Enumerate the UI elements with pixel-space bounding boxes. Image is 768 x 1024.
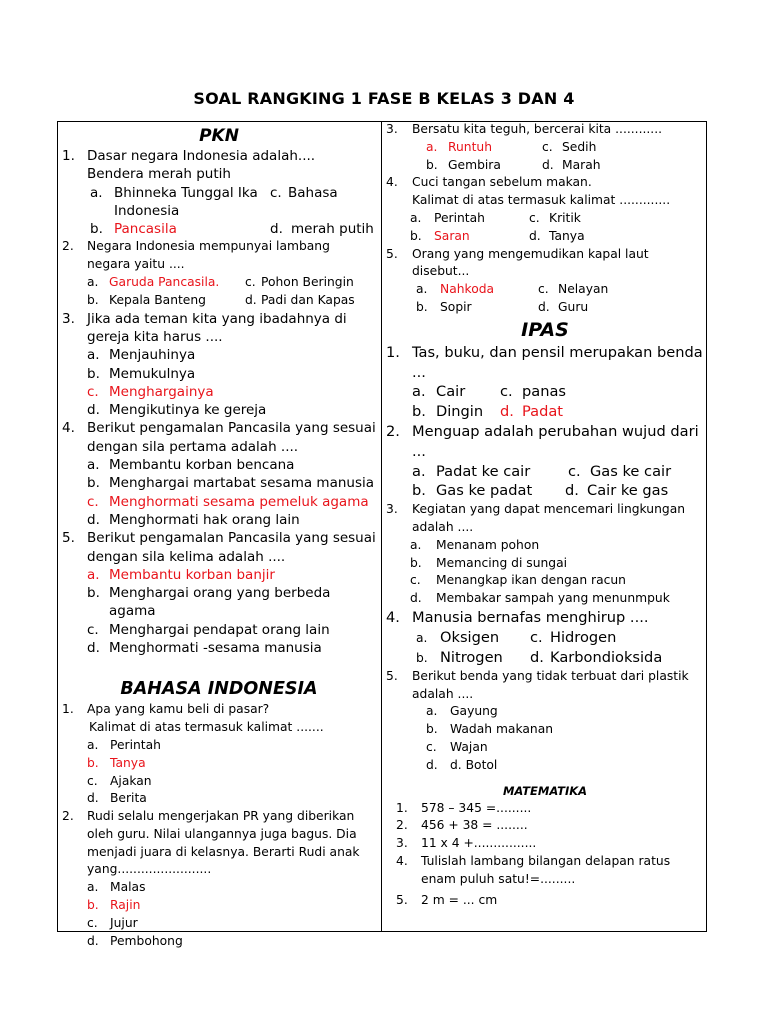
pkn-question-5 (62, 529, 376, 657)
option-letter: b. (87, 898, 99, 913)
math-question-5: 2 m = ... cm (421, 893, 498, 908)
option-d: Tanya (549, 228, 585, 243)
question-number: 4. (386, 175, 398, 190)
option-letter: a. (87, 457, 100, 474)
option-c-answer: Menghargainya (109, 383, 214, 400)
option-d: Pembohong (110, 933, 183, 948)
option-letter: d. (87, 402, 100, 419)
question-text: Berikut pengamalan Pancasila yang sesuai dengan sila pertama adalah .... (87, 420, 376, 455)
option-letter: b. (87, 585, 100, 602)
option-b: Gas ke padat (436, 482, 533, 500)
option-letter: a. (412, 462, 426, 480)
bahasa-question-5 (386, 246, 704, 317)
pkn-question-1 (62, 147, 376, 238)
option-b: Dingin (436, 403, 484, 421)
option-letter: c. (87, 383, 99, 400)
option-letter: a. (87, 566, 100, 583)
option-b-answer: Saran (434, 228, 470, 243)
option-letter: d. (87, 511, 100, 528)
option-d: Mengikutinya ke gereja (109, 402, 267, 419)
option-c-answer: Menghormati sesama pemeluk agama (109, 493, 369, 510)
option-c: Menghargai pendapat orang lain (109, 621, 330, 638)
question-number: 4. (396, 853, 408, 868)
option-c: Gas ke cair (590, 462, 672, 480)
option-a: Gayung (450, 704, 498, 719)
option-letter: b. (412, 403, 426, 421)
option-letter: b. (412, 482, 426, 500)
right-column (386, 121, 704, 910)
option-letter: c. (530, 628, 543, 646)
option-letter: a. (87, 275, 99, 290)
option-d-answer: Padat (522, 403, 564, 421)
option-a: Bhinneka Tunggal Ika (114, 184, 258, 201)
option-letter: b. (426, 722, 438, 737)
question-number: 4. (62, 420, 75, 437)
math-question-2: 456 + 38 = ........ (421, 818, 528, 833)
option-letter: b. (90, 221, 103, 238)
question-number: 1. (386, 343, 400, 361)
option-c: Pohon Beringin (261, 275, 354, 290)
question-text: Kegiatan yang dapat mencemari lingkungan adalah .... (412, 502, 686, 534)
option-c: panas (522, 383, 567, 401)
option-letter: d. (245, 292, 257, 307)
option-letter: d. (542, 157, 554, 172)
option-letter: c. (568, 462, 581, 480)
question-number: 3. (386, 502, 398, 517)
question-number: 2. (386, 422, 400, 440)
option-letter: a. (410, 537, 422, 552)
question-text-line2: Kalimat di atas termasuk kalimat ....... (89, 720, 324, 735)
option-b: Nitrogen (440, 648, 503, 666)
option-c: Menangkap ikan dengan racun (436, 573, 626, 588)
bahasa-indonesia-heading: BAHASA INDONESIA (120, 679, 318, 700)
math-question-1: 578 – 345 =......... (421, 800, 532, 815)
option-letter: b. (87, 365, 100, 382)
question-text: Negara Indonesia mempunyai lambang negara yaitu .... (87, 239, 330, 272)
option-b: Wadah makanan (450, 722, 554, 737)
option-b: Menghargai martabat sesama manusia (109, 475, 375, 492)
option-b: Gembira (448, 157, 501, 172)
question-text: Tas, buku, dan pensil merupakan benda ... (412, 343, 703, 381)
option-letter: d. (565, 482, 579, 500)
option-letter: a. (416, 282, 428, 297)
option-letter: c. (270, 184, 282, 201)
option-a: Malas (110, 880, 146, 895)
option-a: Oksigen (440, 628, 500, 646)
option-c: Nelayan (558, 282, 609, 297)
option-letter: d. (87, 640, 100, 657)
bahasa-question-2 (62, 808, 376, 950)
option-letter: a. (410, 210, 422, 225)
option-letter: a. (416, 630, 428, 645)
option-a-answer: Garuda Pancasila. (109, 275, 220, 290)
ipas-question-4 (386, 608, 704, 668)
option-c: Sedih (562, 139, 597, 154)
option-letter: c. (500, 383, 513, 401)
option-letter: d. (426, 757, 438, 772)
question-number: 5. (386, 246, 398, 261)
option-a: Cair (436, 383, 466, 401)
option-letter: c. (87, 493, 99, 510)
question-number: 1. (396, 800, 408, 815)
question-text: Cuci tangan sebelum makan. (412, 175, 592, 190)
option-letter: c. (410, 573, 421, 588)
option-b: Memukulnya (109, 365, 196, 382)
option-letter: a. (87, 347, 100, 364)
left-column (62, 121, 376, 950)
option-c: Hidrogen (550, 628, 617, 646)
option-b-answer: Rajin (110, 898, 141, 913)
option-letter: b. (87, 475, 100, 492)
question-number: 5. (396, 893, 408, 908)
option-d: Menghormati -sesama manusia (109, 640, 322, 657)
option-letter: b. (410, 555, 422, 570)
option-a: Perintah (110, 737, 161, 752)
option-letter: c. (245, 275, 256, 290)
question-number: 4. (386, 608, 400, 626)
question-number: 3. (62, 310, 75, 327)
option-letter: c. (87, 915, 98, 930)
ipas-heading: IPAS (521, 318, 569, 341)
option-letter: b. (426, 157, 438, 172)
option-letter: c. (87, 773, 98, 788)
option-letter: d. (530, 648, 544, 666)
bahasa-question-1 (62, 701, 376, 808)
option-letter: d. (270, 221, 283, 238)
option-letter: d. (87, 933, 99, 948)
option-letter: b. (416, 299, 428, 314)
question-number: 5. (386, 668, 398, 683)
ipas-question-3 (386, 501, 704, 608)
option-c: Wajan (450, 739, 488, 754)
option-c: Jujur (110, 915, 138, 930)
option-letter: c. (87, 621, 99, 638)
ipas-question-1 (386, 343, 704, 422)
question-number: 5. (62, 530, 75, 547)
option-letter: c. (538, 282, 549, 297)
option-letter: d. (410, 591, 422, 606)
question-text: Apa yang kamu beli di pasar? (87, 702, 270, 717)
bahasa-question-3 (386, 121, 704, 174)
question-number: 2. (62, 809, 74, 824)
bahasa-question-4 (386, 174, 704, 245)
pkn-question-4 (62, 419, 376, 529)
matematika-heading: MATEMATIKA (502, 783, 588, 798)
option-d: Guru (558, 299, 589, 314)
option-a: Menanam pohon (436, 537, 540, 552)
option-letter: b. (410, 228, 422, 243)
question-number: 1. (62, 148, 75, 164)
question-text: Jika ada teman kita yang ibadahnya di gereja kita harus .... (87, 310, 347, 345)
pkn-question-2 (62, 238, 376, 309)
option-letter: a. (426, 139, 438, 154)
option-letter: a. (412, 383, 426, 401)
option-c: Kritik (549, 210, 581, 225)
pkn-question-3 (62, 310, 376, 420)
option-d: Karbondioksida (550, 648, 663, 666)
option-letter: a. (426, 704, 438, 719)
option-d: Marah (562, 157, 601, 172)
option-letter: c. (529, 210, 540, 225)
option-b: Menghargai orang yang berbeda agama (109, 585, 331, 620)
option-letter: d. (500, 403, 514, 421)
option-c: Ajakan (110, 773, 152, 788)
option-d: Cair ke gas (587, 482, 669, 500)
option-a: Perintah (434, 210, 485, 225)
option-letter: a. (90, 184, 103, 201)
question-text-line2: Bendera merah putih (87, 166, 231, 183)
question-text: Menguap adalah perubahan wujud dari ... (412, 422, 699, 460)
option-a-answer: Membantu korban banjir (109, 566, 275, 583)
option-letter: a. (87, 880, 99, 895)
pkn-heading: PKN (199, 126, 239, 146)
option-a: Menjauhinya (109, 347, 196, 364)
column-divider (381, 121, 382, 932)
math-question-3: 11 x 4 +................ (421, 836, 537, 851)
ipas-question-5 (386, 668, 704, 775)
option-letter: c. (542, 139, 553, 154)
question-text: Orang yang mengemudikan kapal laut disebut... (412, 246, 649, 279)
math-question-4: Tulislah lambang bilangan delapan ratus enam puluh satu!=......... (421, 853, 671, 886)
option-a-answer: Nahkoda (440, 282, 495, 297)
question-text: Manusia bernafas menghirup .... (412, 608, 649, 626)
question-text: Berikut pengamalan Pancasila yang sesuai dengan sila kelima adalah .... (87, 530, 376, 565)
matematika-list (386, 800, 704, 911)
option-letter: b. (87, 292, 99, 307)
option-letter: d. (529, 228, 541, 243)
question-number: 1. (62, 702, 74, 717)
option-letter: c. (426, 739, 437, 754)
option-c-line2: Indonesia (114, 202, 180, 219)
option-letter: d. (87, 791, 99, 806)
question-text: Bersatu kita teguh, bercerai kita ............ (412, 122, 663, 136)
option-b: Memancing di sungai (436, 555, 568, 570)
option-d: Menghormati hak orang lain (109, 511, 300, 528)
question-text: Rudi selalu mengerjakan PR yang diberikan oleh guru. Nilai ulangannya juga bagus. Dia menjadi juara di kelasnya. Berarti Rudi anak yang........................ (87, 809, 360, 877)
option-letter: a. (87, 737, 99, 752)
page-title: SOAL RANGKING 1 FASE B KELAS 3 DAN 4 (193, 89, 575, 108)
question-number: 2. (396, 818, 408, 833)
option-a: Padat ke cair (436, 462, 531, 480)
question-text: Berikut benda yang tidak terbuat dari plastik adalah .... (412, 668, 689, 701)
option-a: Membantu korban bencana (109, 457, 295, 474)
option-letter: b. (416, 650, 428, 665)
option-d: Membakar sampah yang menunmpuk (436, 591, 670, 606)
question-text: Dasar negara Indonesia adalah.... (87, 148, 316, 164)
option-b: Kepala Banteng (109, 292, 206, 307)
ipas-question-2 (386, 422, 704, 501)
question-number: 2. (62, 239, 74, 254)
option-d: Padi dan Kapas (261, 292, 355, 307)
question-number: 3. (396, 836, 408, 851)
option-d: d. Botol (450, 757, 498, 772)
option-a-answer: Runtuh (448, 139, 492, 154)
question-number: 3. (386, 122, 398, 136)
option-b-answer: Tanya (110, 755, 146, 770)
option-d: Berita (110, 791, 147, 806)
option-b: Sopir (440, 299, 472, 314)
option-c: Bahasa (288, 184, 338, 201)
option-d: merah putih (291, 221, 374, 238)
option-b-answer: Pancasila (114, 221, 177, 238)
option-letter: d. (538, 299, 550, 314)
question-text-line2: Kalimat di atas termasuk kalimat ............. (412, 193, 671, 208)
option-letter: b. (87, 755, 99, 770)
